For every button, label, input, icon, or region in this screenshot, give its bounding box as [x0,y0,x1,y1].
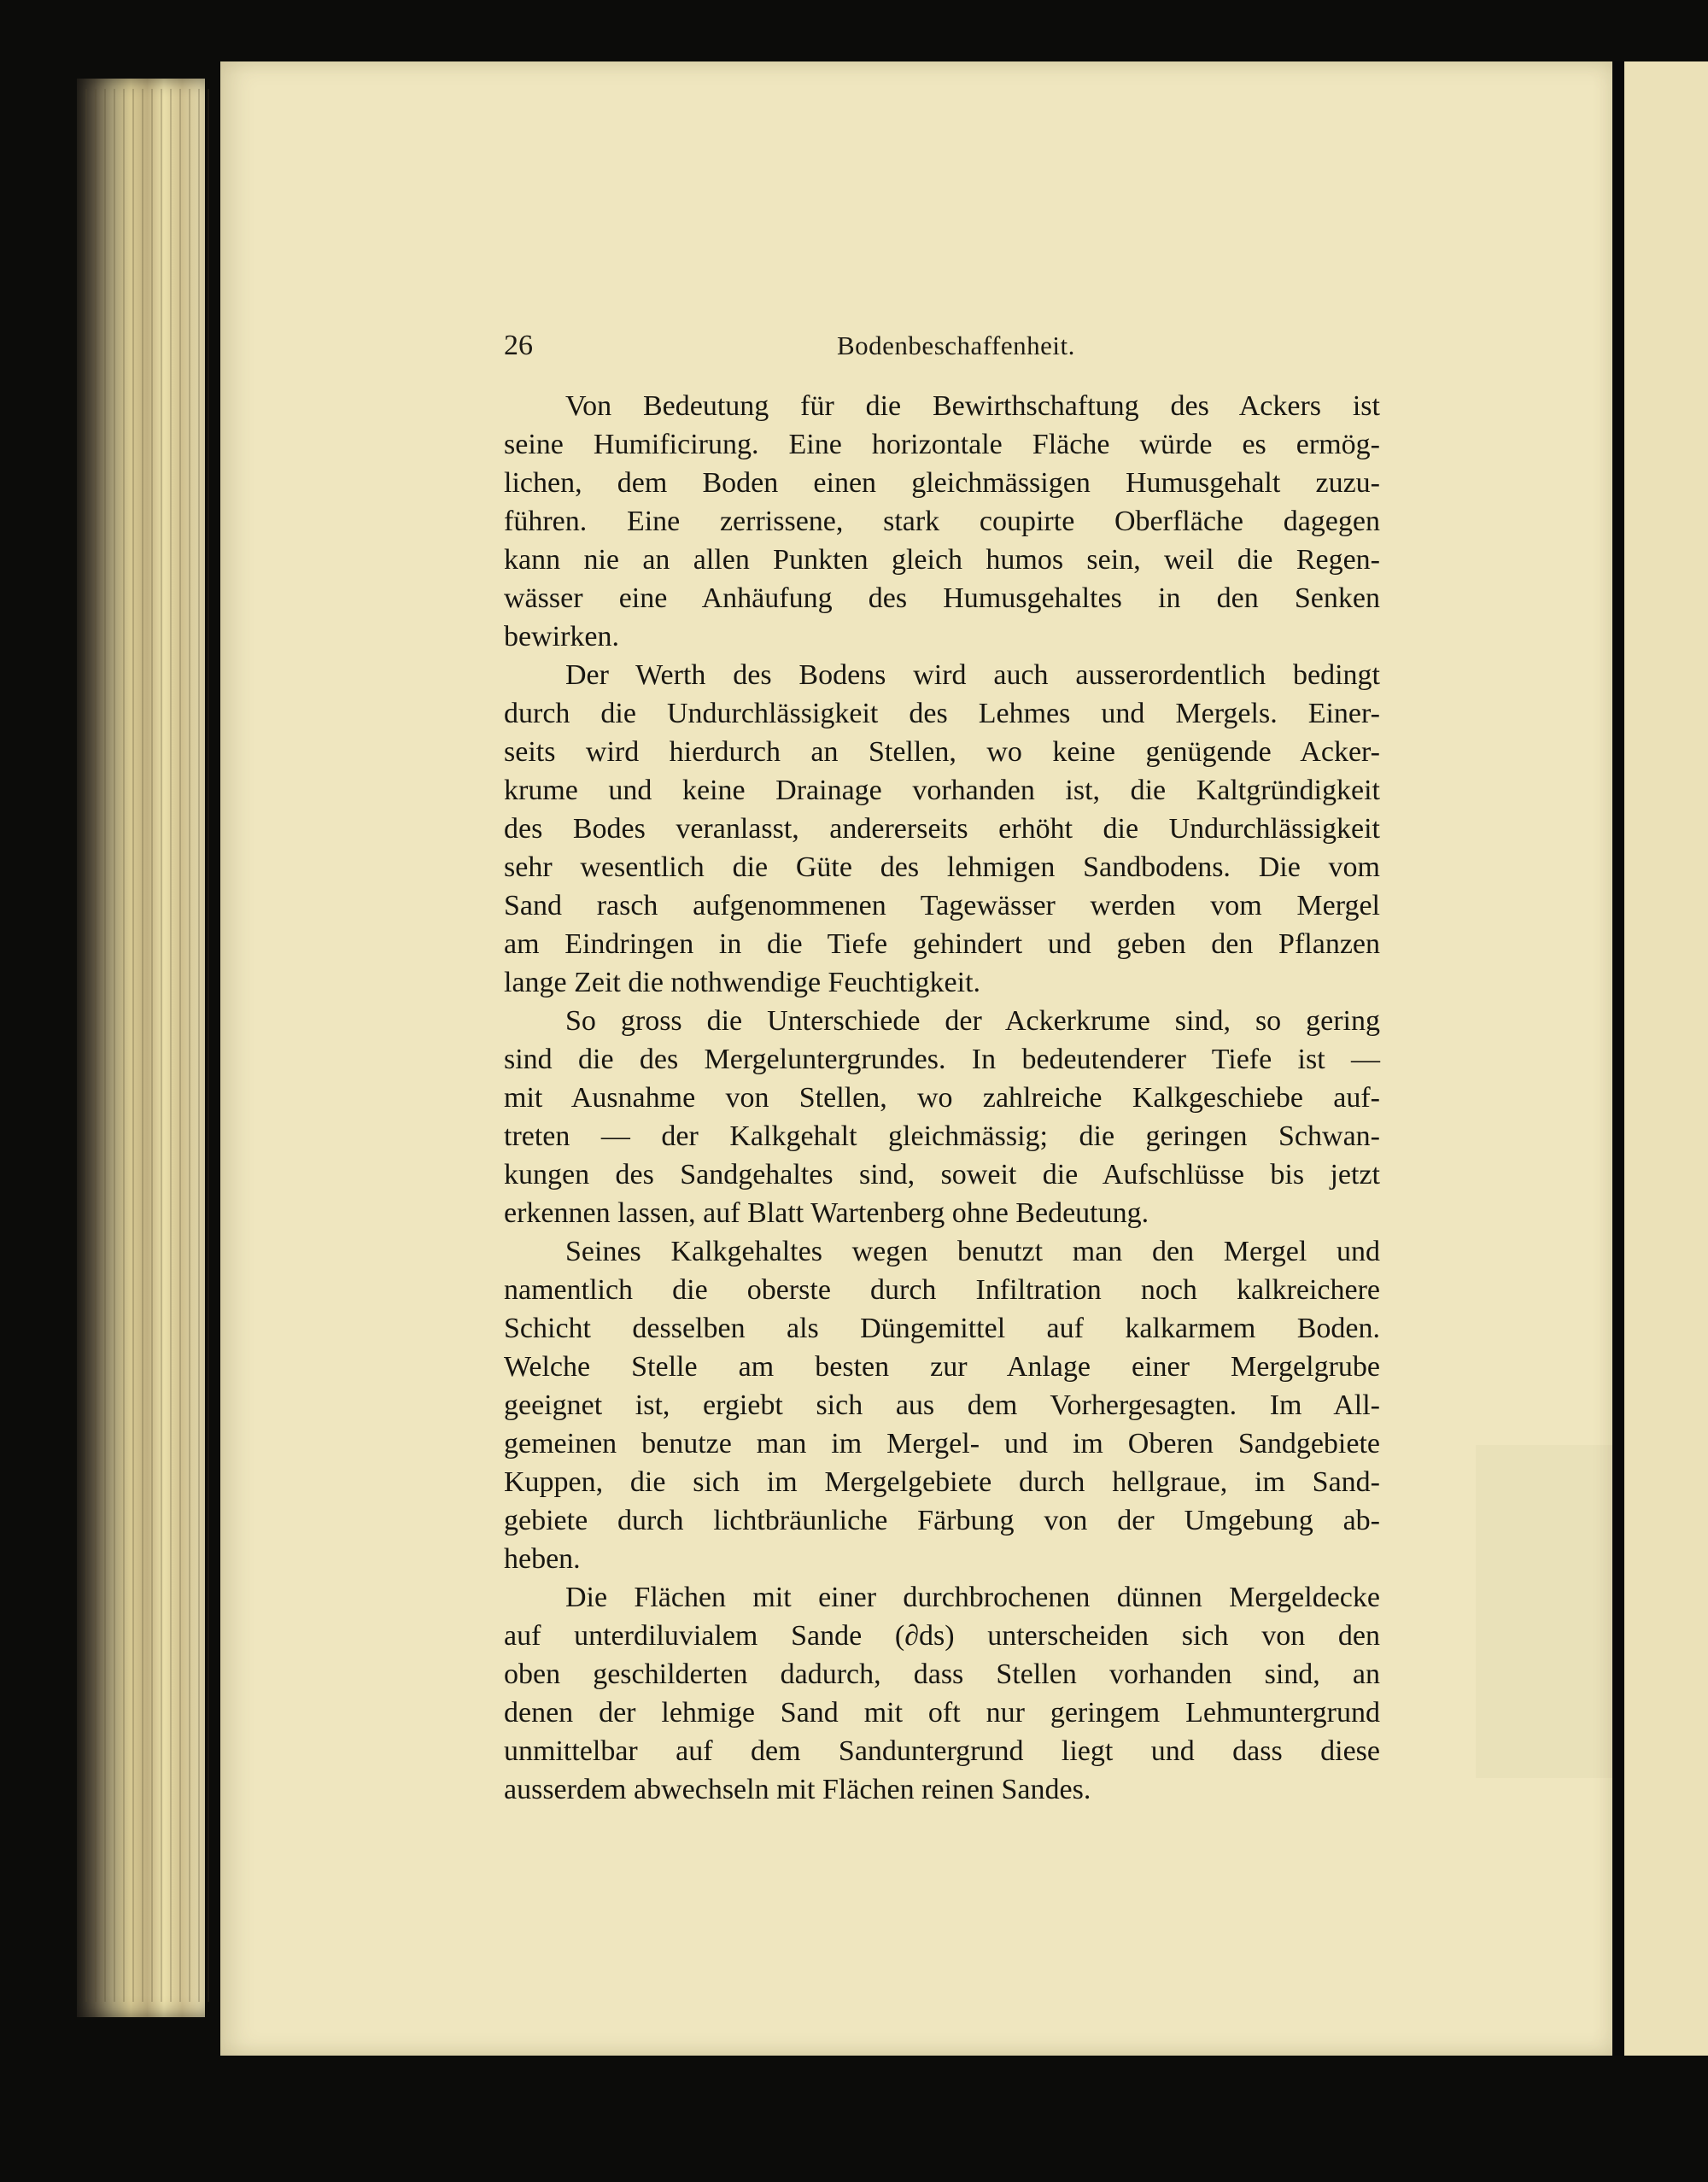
text-line: namentlich die oberste durch Infiltration noch kalkreichere [504,1274,1380,1306]
page-header [504,327,1380,365]
text-line: Schicht desselben als Düngemittel auf kalkarmem Boden. [504,1313,1380,1344]
text-line: Von Bedeutung für die Bewirthschaftung des Ackers ist [565,390,1380,422]
text-line: kungen des Sandgehaltes sind, soweit die Aufschlüsse bis jetzt [504,1159,1380,1190]
text-line: erkennen lassen, auf Blatt Wartenberg ohne Bedeutung. [504,1197,1149,1229]
text-line: auf unterdiluvialem Sande (∂ds) unterscheiden sich von den [504,1620,1380,1652]
text-line: Sand rasch aufgenommenen Tagewässer werden vom Mergel [504,890,1380,921]
text-line: des Bodes veranlasst, andererseits erhöht die Undurchlässigkeit [504,813,1380,845]
page-edge-lines [85,89,209,2002]
text-line: Die Flächen mit einer durchbrochenen dünnen Mergeldecke [565,1582,1380,1613]
text-line: mit Ausnahme von Stellen, wo zahlreiche Kalkgeschiebe auf- [504,1082,1380,1114]
text-line: sehr wesentlich die Güte des lehmigen Sandbodens. Die vom [504,851,1380,883]
page-gutter [1612,61,1624,2056]
text-line: oben geschilderten dadurch, dass Stellen vorhanden sind, an [504,1658,1380,1690]
text-line: Seines Kalkgehaltes wegen benutzt man den Mergel und [565,1236,1380,1267]
text-line: So gross die Unterschiede der Ackerkrume sind, so gering [565,1005,1380,1037]
text-line: kann nie an allen Punkten gleich humos sein, weil die Regen- [504,544,1380,576]
page-number: 26 [504,330,533,361]
text-line: wässer eine Anhäufung des Humusgehaltes in den Senken [504,582,1380,614]
text-line: ausserdem abwechseln mit Flächen reinen Sandes. [504,1774,1091,1805]
text-line: am Eindringen in die Tiefe gehindert und geben den Pflanzen [504,928,1380,960]
text-line: seits wird hierdurch an Stellen, wo keine genügende Acker- [504,736,1380,768]
text-line: Der Werth des Bodens wird auch ausserordentlich bedingt [565,659,1380,691]
text-line: gebiete durch lichtbräunliche Färbung von der Umgebung ab- [504,1505,1380,1536]
text-line: durch die Undurchlässigkeit des Lehmes und Mergels. Einer- [504,698,1380,729]
text-line: bewirken. [504,621,620,652]
text-line: lichen, dem Boden einen gleichmässigen Humusgehalt zuzu- [504,467,1380,499]
text-line: führen. Eine zerrissene, stark coupirte Oberfläche dagegen [504,506,1380,537]
text-line: gemeinen benutze man im Mergel- und im Oberen Sandgebiete [504,1428,1380,1460]
paragraph-marl-fertilizer [504,1232,1380,1578]
paragraph-soil-value [504,656,1380,1002]
paragraph-humification [504,387,1380,656]
text-line: seine Humificirung. Eine horizontale Fläche würde es ermög- [504,429,1380,460]
text-line: denen der lehmige Sand mit oft nur geringem Lehmuntergrund [504,1697,1380,1729]
running-title: Bodenbeschaffenheit. [837,331,1075,360]
body-text [504,387,1380,1809]
paragraph-marl-subsoil [504,1002,1380,1232]
text-line: unmittelbar auf dem Sanduntergrund liegt und dass diese [504,1735,1380,1767]
text-line: Kuppen, die sich im Mergelgebiete durch hellgraue, im Sand- [504,1466,1380,1498]
text-line: geeignet ist, ergiebt sich aus dem Vorhergesagten. Im All- [504,1389,1380,1421]
text-line: heben. [504,1543,581,1575]
paragraph-thin-marl-cover [504,1578,1380,1809]
text-line: sind die des Mergeluntergrundes. In bedeutenderer Tiefe ist — [504,1044,1380,1075]
text-line: treten — der Kalkgehalt gleichmässig; die geringen Schwan- [504,1120,1380,1152]
text-line: lange Zeit die nothwendige Feuchtigkeit. [504,967,981,998]
text-line: Welche Stelle am besten zur Anlage einer Mergelgrube [504,1351,1380,1383]
text-line: krume und keine Drainage vorhanden ist, die Kaltgründigkeit [504,775,1380,806]
right-book-page-edge [1624,61,1708,2056]
